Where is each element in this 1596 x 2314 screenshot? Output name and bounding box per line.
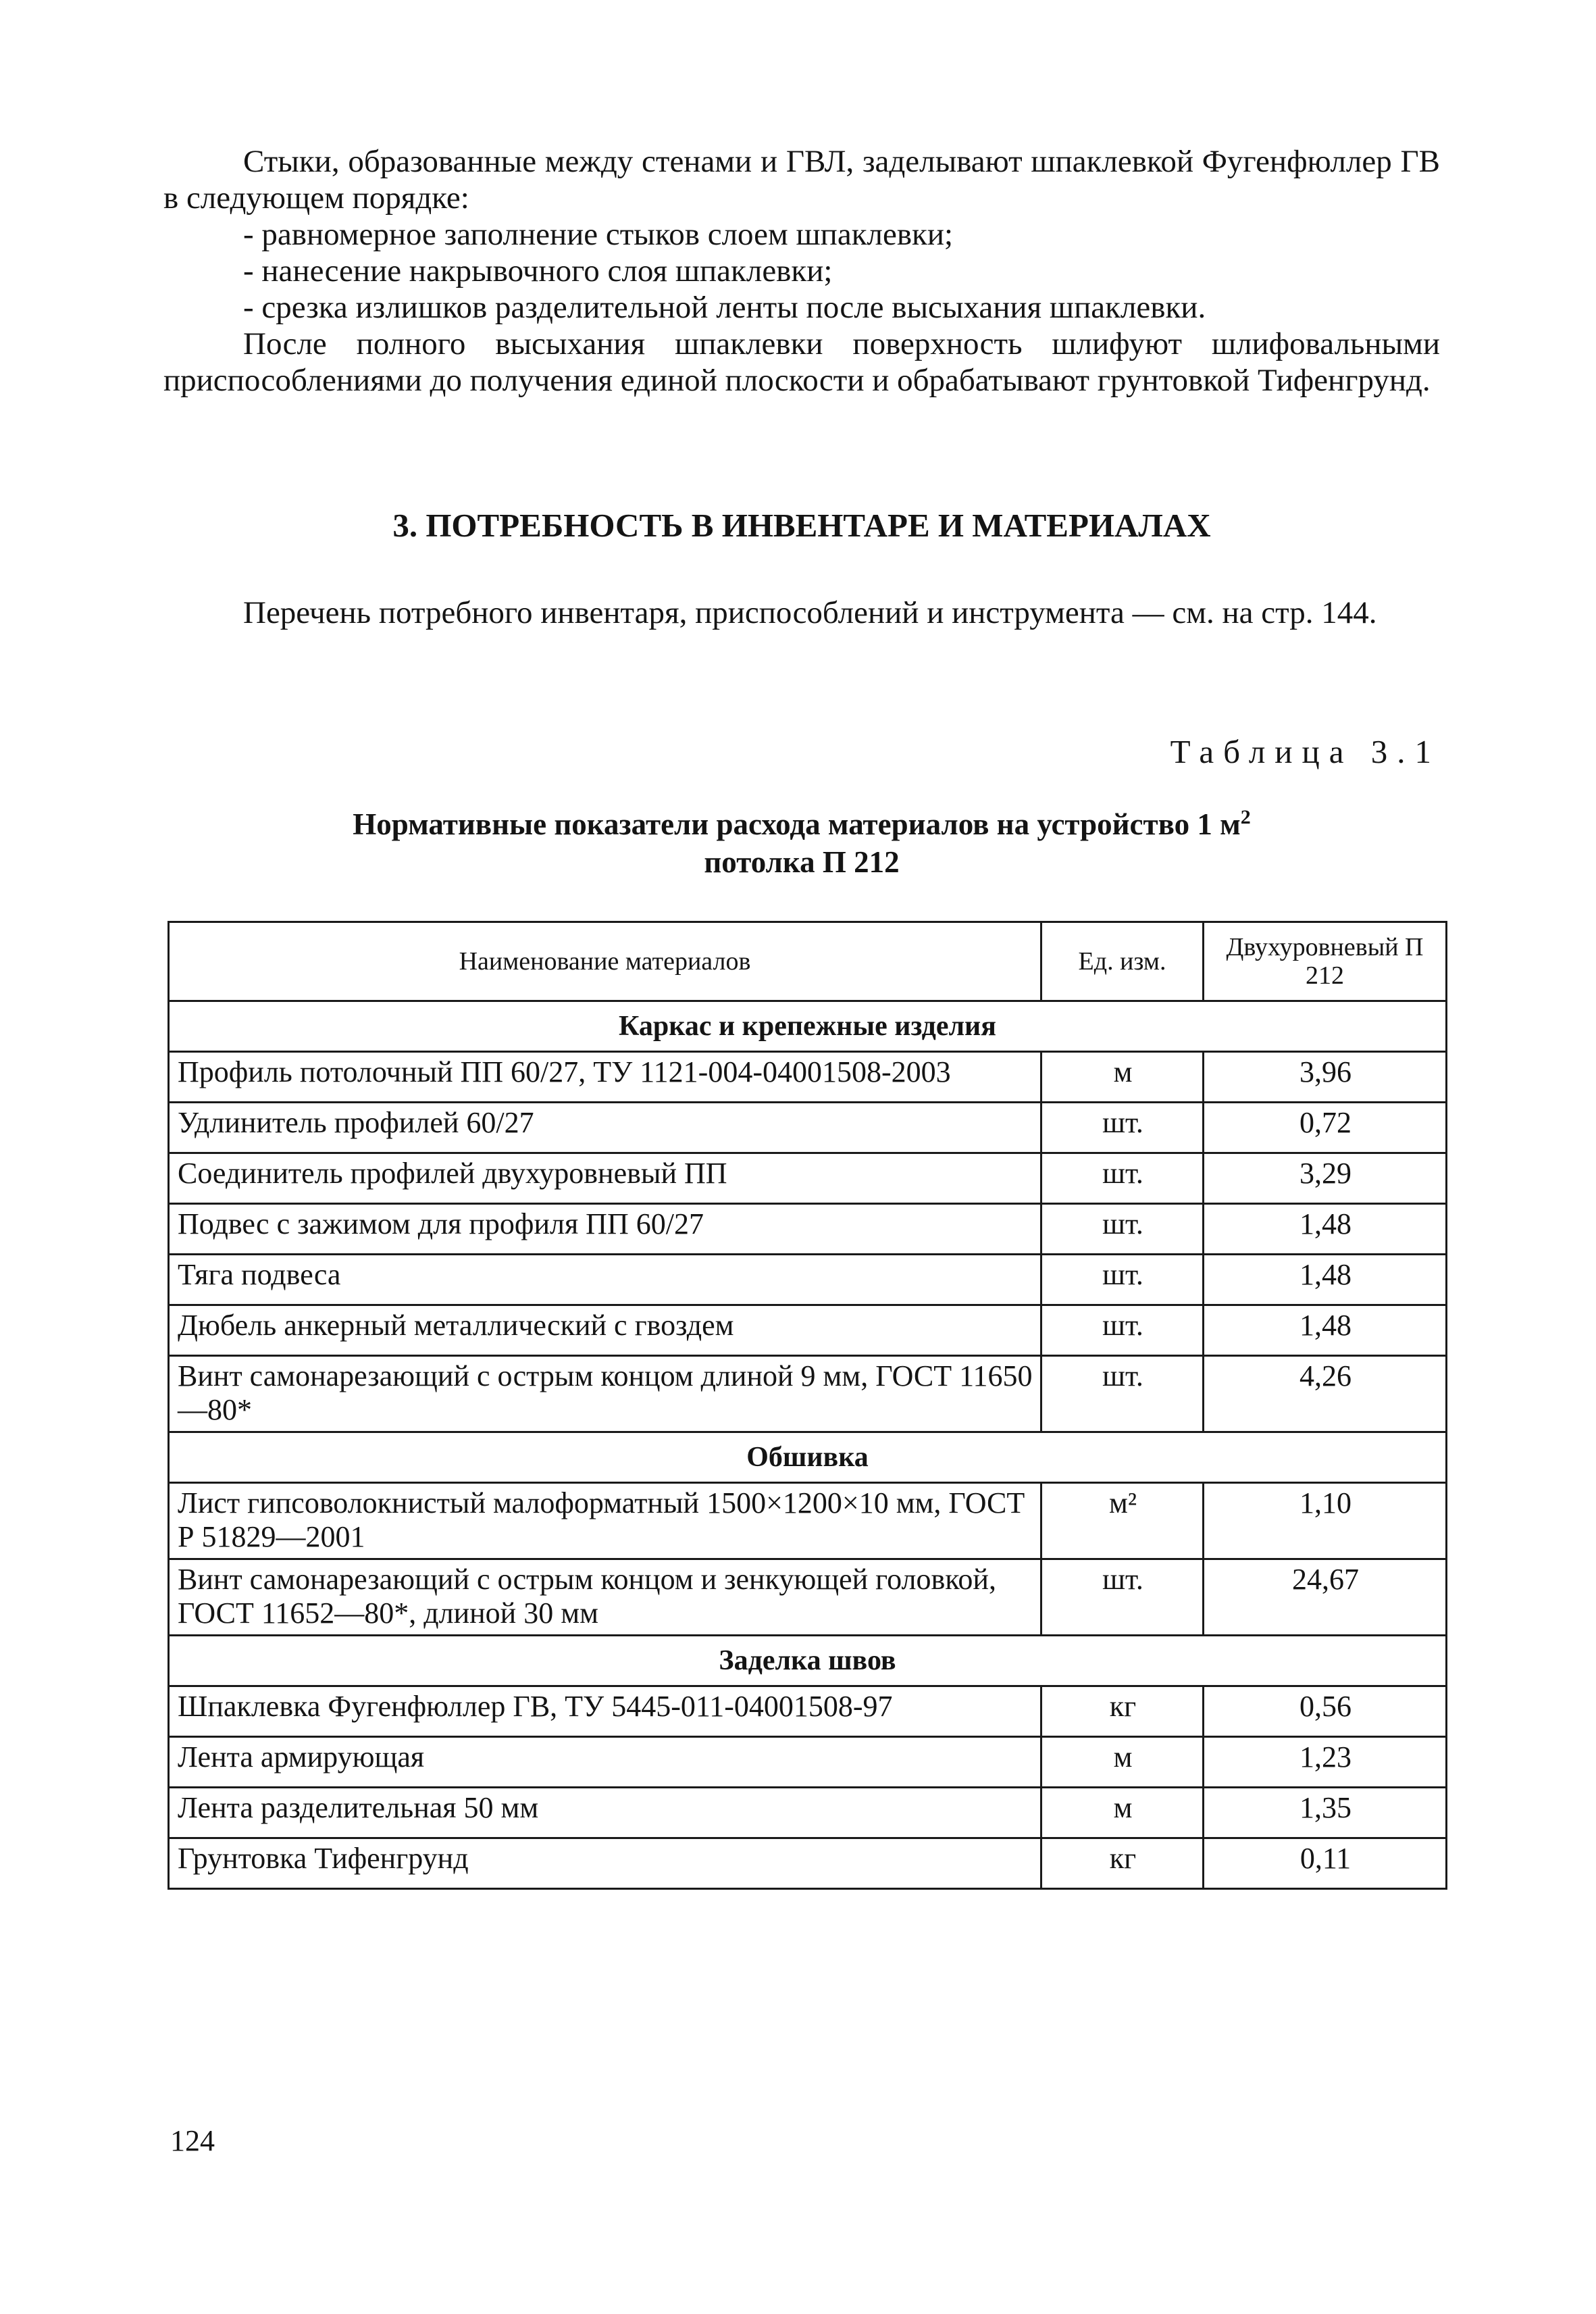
table-caption xyxy=(163,805,1440,881)
header-value: Двухуровневый П 212 xyxy=(1204,922,1447,1001)
unit-cell: кг xyxy=(1041,1838,1204,1889)
value-cell: 1,35 xyxy=(1204,1788,1447,1838)
unit-cell: шт. xyxy=(1041,1204,1204,1255)
table-row xyxy=(169,1204,1447,1255)
header-name: Наименование материалов xyxy=(169,922,1041,1001)
material-name-cell: Лист гипсоволокнистый малоформатный 1500×1200×10 мм, ГОСТ Р 51829—2001 xyxy=(169,1483,1041,1559)
intro-paragraph-2: После полного высыхания шпаклевки поверхность шлифуют шлифовальными приспособлениями до получения единой плоскости и обрабатывают грунтовкой Тифенгрунд. xyxy=(163,326,1440,398)
value-cell: 1,48 xyxy=(1204,1305,1447,1356)
value-cell: 3,96 xyxy=(1204,1052,1447,1103)
table-row xyxy=(169,1686,1447,1737)
header-unit: Ед. изм. xyxy=(1041,922,1204,1001)
table-caption-line-1 xyxy=(163,805,1440,843)
material-name-cell: Дюбель анкерный металлический с гвоздем xyxy=(169,1305,1041,1356)
material-name-cell: Тяга подвеса xyxy=(169,1255,1041,1305)
unit-cell: шт. xyxy=(1041,1255,1204,1305)
intro-list-item-1: - равномерное заполнение стыков слоем шпаклевки; xyxy=(243,217,954,252)
table-number: Таблица 3.1 xyxy=(1170,733,1441,770)
section-title: 3. ПОТРЕБНОСТЬ В ИНВЕНТАРЕ И МАТЕРИАЛАХ xyxy=(392,507,1211,544)
unit-cell: м² xyxy=(1041,1483,1204,1559)
table-group-row xyxy=(169,1636,1447,1686)
material-name-cell: Лента армирующая xyxy=(169,1737,1041,1788)
material-name-cell: Соединитель профилей двухуровневый ПП xyxy=(169,1153,1041,1204)
table-row xyxy=(169,1838,1447,1889)
section-note: Перечень потребного инвентаря, приспособлений и инструмента — см. на стр. 144. xyxy=(243,595,1377,630)
table-caption-superscript: 2 xyxy=(1240,806,1251,828)
table-group-title: Обшивка xyxy=(169,1432,1447,1483)
unit-cell: м xyxy=(1041,1052,1204,1103)
intro-list-item-3: - срезка излишков разделительной ленты после высыхания шпаклевки. xyxy=(243,290,1206,325)
material-name-cell: Винт самонарезающий с острым концом и зенкующей головкой, ГОСТ 11652—80*, длиной 30 мм xyxy=(169,1559,1041,1636)
table-caption-text: Нормативные показатели расхода материалов на устройство 1 м xyxy=(353,807,1241,841)
value-cell: 0,72 xyxy=(1204,1103,1447,1153)
unit-cell: шт. xyxy=(1041,1153,1204,1204)
table-row xyxy=(169,1103,1447,1153)
unit-cell: шт. xyxy=(1041,1356,1204,1432)
value-cell: 1,48 xyxy=(1204,1204,1447,1255)
table-header-row xyxy=(169,922,1447,1001)
unit-cell: шт. xyxy=(1041,1305,1204,1356)
material-name-cell: Грунтовка Тифенгрунд xyxy=(169,1838,1041,1889)
page-number: 124 xyxy=(170,2124,215,2157)
material-name-cell: Профиль потолочный ПП 60/27, ТУ 1121-004-04001508-2003 xyxy=(169,1052,1041,1103)
value-cell: 4,26 xyxy=(1204,1356,1447,1432)
unit-cell: шт. xyxy=(1041,1559,1204,1636)
value-cell: 24,67 xyxy=(1204,1559,1447,1636)
intro-text xyxy=(163,143,1440,399)
table-group-title: Заделка швов xyxy=(169,1636,1447,1686)
intro-paragraph-1: Стыки, образованные между стенами и ГВЛ, заделывают шпаклевкой Фугенфюллер ГВ в следующем порядке: xyxy=(163,144,1440,216)
table-row xyxy=(169,1305,1447,1356)
value-cell: 1,23 xyxy=(1204,1737,1447,1788)
table-row xyxy=(169,1052,1447,1103)
table-caption-line-2: потолка П 212 xyxy=(704,845,900,879)
unit-cell: м xyxy=(1041,1737,1204,1788)
table-row xyxy=(169,1255,1447,1305)
table-row xyxy=(169,1483,1447,1559)
material-name-cell: Подвес с зажимом для профиля ПП 60/27 xyxy=(169,1204,1041,1255)
unit-cell: кг xyxy=(1041,1686,1204,1737)
value-cell: 0,56 xyxy=(1204,1686,1447,1737)
table-group-title: Каркас и крепежные изделия xyxy=(169,1001,1447,1052)
value-cell: 1,48 xyxy=(1204,1255,1447,1305)
table-row xyxy=(169,1788,1447,1838)
table-body xyxy=(169,1001,1447,1889)
unit-cell: шт. xyxy=(1041,1103,1204,1153)
materials-table xyxy=(168,921,1447,1890)
table-group-row xyxy=(169,1432,1447,1483)
unit-cell: м xyxy=(1041,1788,1204,1838)
value-cell: 1,10 xyxy=(1204,1483,1447,1559)
value-cell: 0,11 xyxy=(1204,1838,1447,1889)
table-group-row xyxy=(169,1001,1447,1052)
intro-list-item-2: - нанесение накрывочного слоя шпаклевки; xyxy=(243,253,833,288)
material-name-cell: Винт самонарезающий с острым концом длиной 9 мм, ГОСТ 11650—80* xyxy=(169,1356,1041,1432)
material-name-cell: Шпаклевка Фугенфюллер ГВ, ТУ 5445-011-04001508-97 xyxy=(169,1686,1041,1737)
material-name-cell: Лента разделительная 50 мм xyxy=(169,1788,1041,1838)
value-cell: 3,29 xyxy=(1204,1153,1447,1204)
table-row xyxy=(169,1559,1447,1636)
table-row xyxy=(169,1737,1447,1788)
table-row xyxy=(169,1153,1447,1204)
material-name-cell: Удлинитель профилей 60/27 xyxy=(169,1103,1041,1153)
table-row xyxy=(169,1356,1447,1432)
